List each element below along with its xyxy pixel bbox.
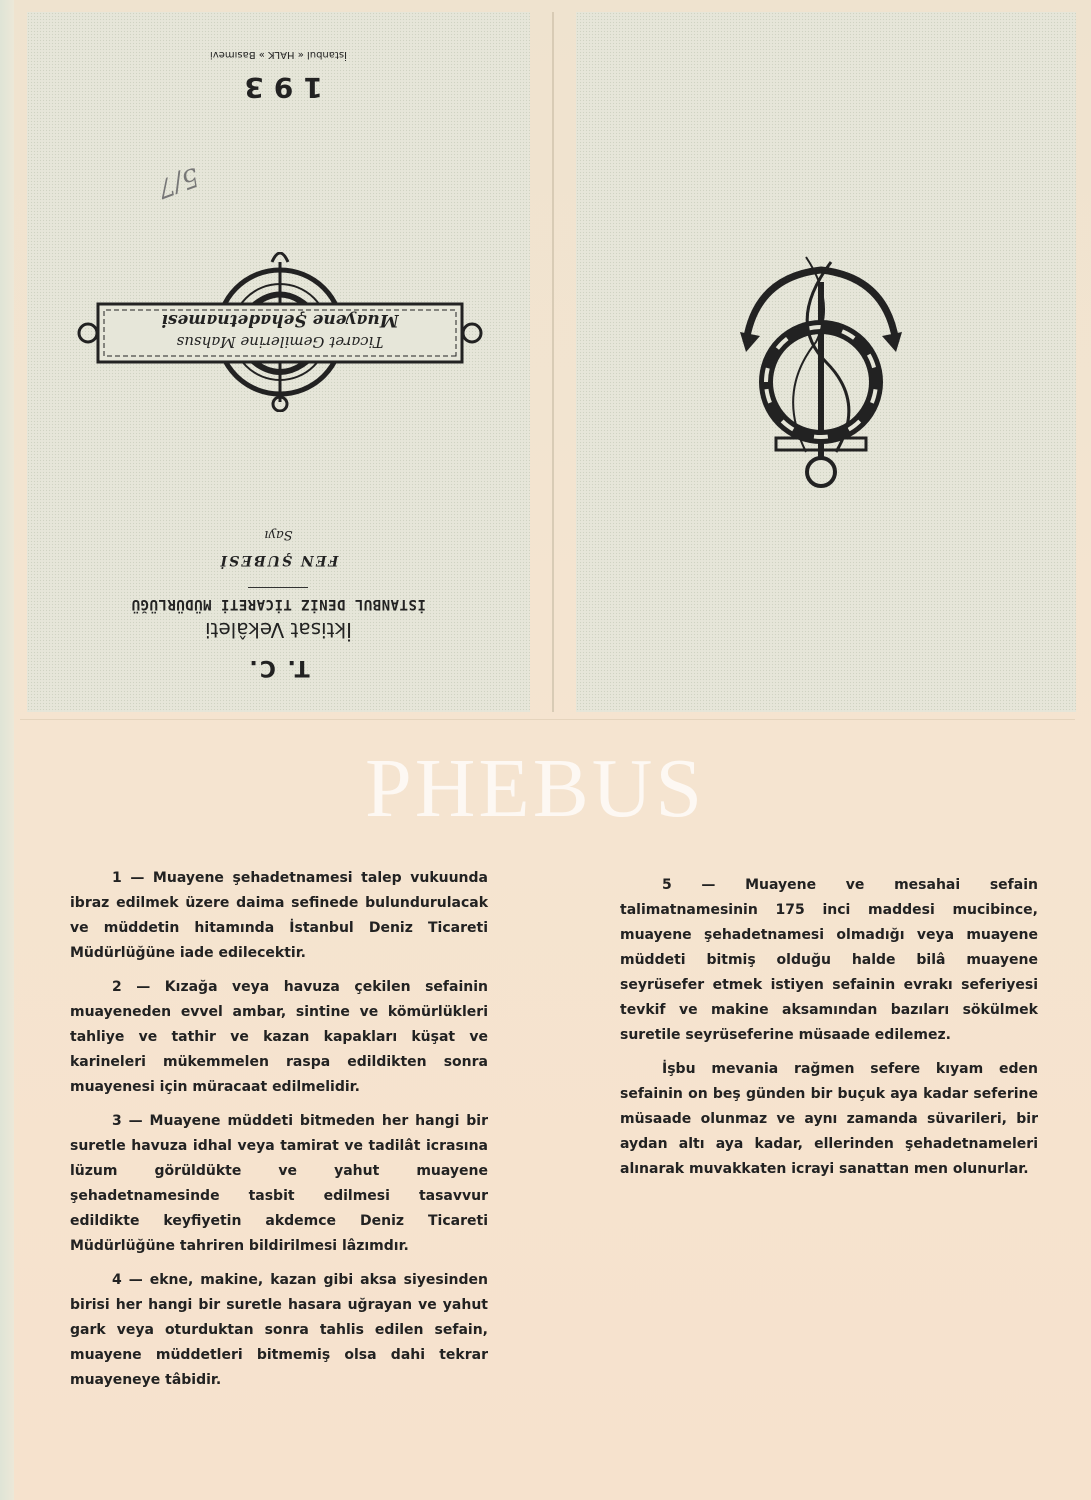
cover-ministry: İktisat Vekâleti: [205, 618, 352, 642]
emblem-line-1: Ticaret Gemilerine Mahsus: [176, 333, 384, 351]
cover-year: 193: [234, 71, 323, 104]
cover-branch: FEN ŞUBESİ: [218, 552, 339, 568]
regulation-item-5: 5 — Muayene ve mesahai sefain talimatnamesinin 175 inci maddesi mucibince, muayene şehadetnamesi olmadığı veya muayene müddeti bitmiş olduğu halde bilâ muayene seyrüsefer etmek istiyen sefainin evrakı seferiyesi tevkif ve makine aksamından bazıları sökülmek suretile seyrüseferine müsaade edilemez.: [620, 877, 1038, 1043]
regulation-item-4: 4 — ekne, makine, kazan gibi aksa siyesinden birisi her hangi bir suretle hasara uğrayan ve yahut gark veya oturduktan sonra tahlis edilen sefain, muayene müddetleri bitmemiş olsa dahi tekrar muayeneye tâbidir.: [70, 1272, 488, 1388]
ship-wheel-emblem: [60, 252, 500, 412]
regulations-right-column: [620, 873, 1038, 1191]
horizontal-fold: [20, 719, 1075, 720]
watermark: PHEBUS: [365, 742, 706, 835]
front-cover-panel: [27, 12, 530, 712]
emblem-line-2: Muayene Şehadetnamesi: [161, 310, 399, 330]
paper-edge: [0, 0, 14, 1500]
cover-directorate: İSTANBUL DENİZ TİCARETİ MÜDÜRLÜĞÜ: [131, 596, 426, 612]
regulation-item-2: 2 — Kızağa veya havuza çekilen sefainin muayeneden evvel ambar, sintine ve kömürlükleri tahliye ve tathir ve kazan kapakları küşat ve karineleri mükemmelen raspa edildikten sonra muayenesi için müracaat edilmelidir.: [70, 979, 488, 1095]
vertical-fold: [552, 12, 554, 712]
rotated-cover-content: [27, 12, 530, 712]
regulations-left-column: [70, 866, 488, 1402]
cover-printer: İstanbul « HALK » Basımevi: [209, 49, 348, 60]
regulation-item-3: 3 — Muayene müddeti bitmeden her hangi bir suretle havuza idhal veya tamirat ve tadilât icrasına lüzum görüldükte ve yahut muayene şehadetnamesinde tasbit edilmesi tasavvur edildikte keyfiyetin akdemce Deniz Ticareti Müdürlüğüne tahriren bildirilmesi lâzımdır.: [70, 1113, 488, 1254]
back-cover-panel: [576, 12, 1076, 712]
cover-number-label: Sayı: [264, 527, 293, 542]
cover-tc: T. C.: [247, 655, 310, 680]
regulation-item-1: 1 — Muayene şehadetnamesi talep vukuunda ibraz edilmek üzere daima sefinede bulundurulacak ve müddetin hitamında İstanbul Deniz Ticareti Müdürlüğüne iade edilecektir.: [70, 870, 488, 961]
anchor-lifebuoy-icon: [736, 242, 906, 492]
regulation-item-5-penalty: İşbu mevania rağmen sefere kıyam eden sefainin on beş günden bir buçuk aya kadar seferine müsaade olunmaz ve aynı zamanda süvarileri, bir aydan altı aya kadar, ellerinden şehadetnameleri alınarak muvakkaten icrayi sanattan men olunurlar.: [620, 1061, 1038, 1177]
handwritten-note: 5/7: [153, 160, 203, 204]
cover-divider: [248, 587, 308, 588]
